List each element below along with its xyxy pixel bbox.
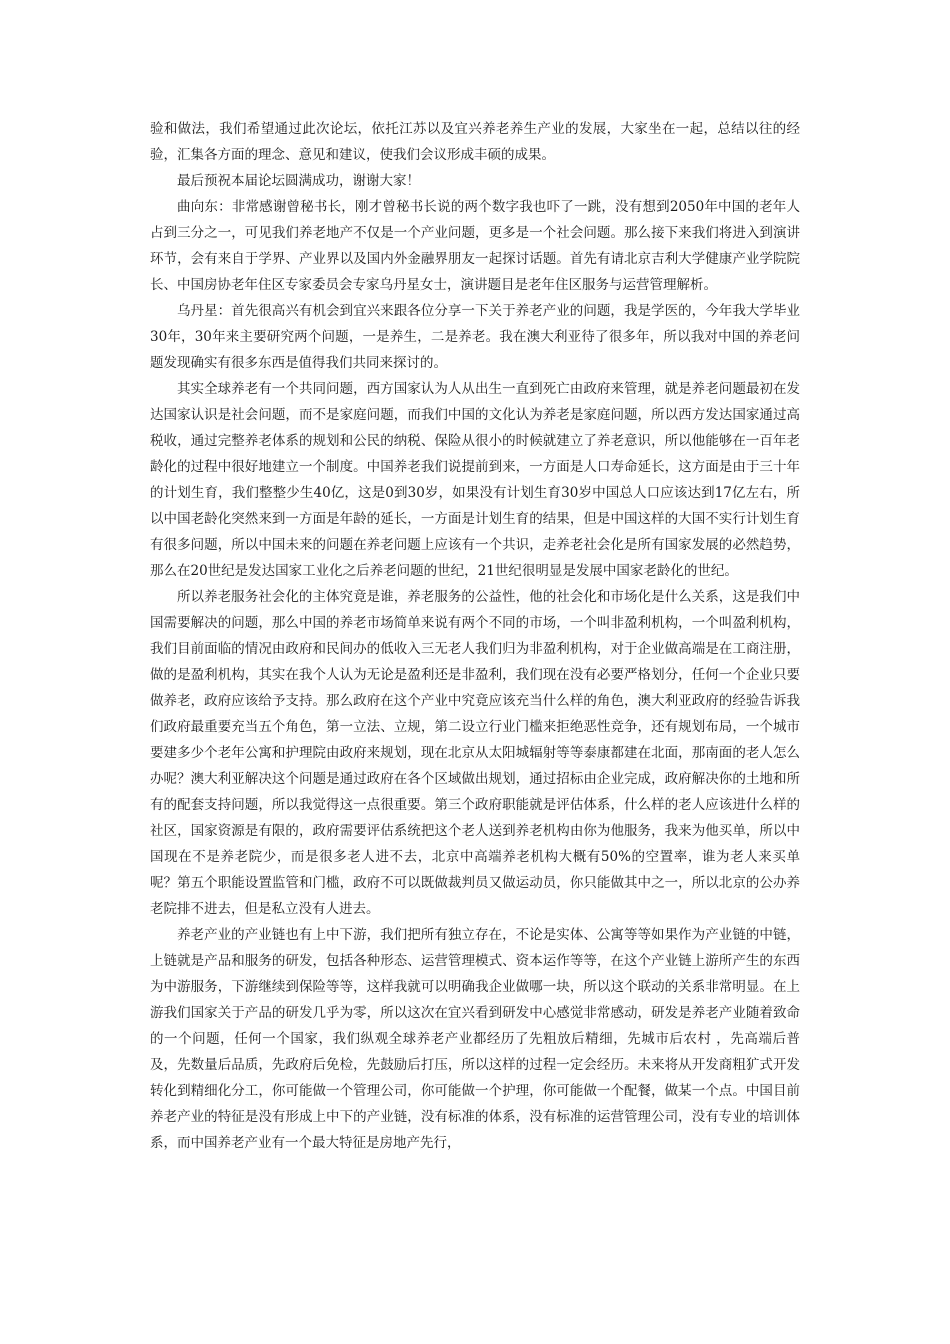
paragraph-closing-wish: 最后预祝本届论坛圆满成功，谢谢大家！ xyxy=(177,173,420,189)
paragraph-continuation: 验和做法，我们希望通过此次论坛，依托江苏以及宜兴养老养生产业的发展，大家坐在一起，总结以往的经验，汇集各方面的理念、意见和建议，使我们会议形成丰硕的成果。 xyxy=(150,121,800,163)
paragraph-industry-chain: 养老产业的产业链也有上中下游，我们把所有独立存在，不论是实体、公寓等等如果作为产业链的中链，上链就是产品和服务的研发，包括各种形态、运营管理模式、资本运作等等，在这个产业链上游所产生的东西为中游服务，下游继续到保险等等，这样我就可以明确我企业做哪一块，所以这个联动的关系非常明显。在上游我们国家关于产品的研发几乎为零，所以这次在宜兴看到研发中心感觉非常感动，研发是养老产业随着致命的一个问题，任何一个国家，我们纵观全球养老产业都经历了先粗放后精细，先城市后农村 ，先高端后普及，先数量后品质，先政府后免检，先鼓励后打压，所以这样的过程一定会经历。未来将从开发商粗犷式开发转化到精细化分工，你可能做一个管理公司，你可能做一个护理，你可能做一个配餐，做某一个点。中国目前养老产业的特征是没有形成上中下的产业链，没有标准的体系，没有标准的运营管理公司，没有专业的培训体系，而中国养老产业有一个最大特征是房地产先行， xyxy=(150,927,800,1151)
paragraph-wu-danxing-intro: 乌丹星：首先很高兴有机会到宜兴来跟各位分享一下关于养老产业的问题，我是学医的，今年我大学毕业30年，30年来主要研究两个问题，一是养生，二是养老。我在澳大利亚待了很多年，所以我对中国的养老问题发现确实有很多东西是值得我们共同来探讨的。 xyxy=(150,303,800,371)
paragraph-qu-xiangdong: 曲向东：非常感谢曾秘书长，刚才曾秘书长说的两个数字我也吓了一跳，没有想到2050年中国的老年人占到三分之一，可见我们养老地产不仅是一个产业问题，更多是一个社会问题。那么接下来我们将进入到演讲环节，会有来自于学界、产业界以及国内外金融界朋友一起探讨话题。首先有请北京吉利大学健康产业学院院长、中国房协老年住区专家委员会专家乌丹星女士，演讲题目是老年住区服务与运营管理解析。 xyxy=(150,199,800,293)
document-body xyxy=(150,116,800,1156)
paragraph-global-elderly-care: 其实全球养老有一个共同问题，西方国家认为人从出生一直到死亡由政府来管理，就是养老问题最初在发达国家认识是社会问题，而不是家庭问题，而我们中国的文化认为养老是家庭问题，所以西方发达国家通过高税收，通过完整养老体系的规划和公民的纳税、保险从很小的时候就建立了养老意识，所以他能够在一百年老龄化的过程中很好地建立一个制度。中国养老我们说提前到来，一方面是人口寿命延长，这方面是由于三十年的计划生育，我们整整少生40亿，这是0到30岁，如果没有计划生育30岁中国总人口应该达到17亿左右，所以中国老龄化突然来到一方面是年龄的延长，一方面是计划生育的结果，但是中国这样的大国不实行计划生育有很多问题，所以中国未来的问题在养老问题上应该有一个共识，走养老社会化是所有国家发展的必然趋势，那么在20世纪是发达国家工业化之后养老问题的世纪，21世纪很明显是发展中国家老龄化的世纪。 xyxy=(150,381,800,579)
paragraph-service-socialization: 所以养老服务社会化的主体究竟是谁，养老服务的公益性，他的社会化和市场化是什么关系，这是我们中国需要解决的问题，那么中国的养老市场简单来说有两个不同的市场，一个叫非盈利机构，一个叫盈利机构，我们目前面临的情况由政府和民间办的低收入三无老人我们归为非盈利机构，对于企业做高端是在工商注册，做的是盈利机构，其实在我个人认为无论是盈利还是非盈利，我们现在没有必要严格划分，任何一个企业只要做养老，政府应该给予支持。那么政府在这个产业中究竟应该充当什么样的角色，澳大利亚政府的经验告诉我们政府最重要充当五个角色，第一立法、立规，第二设立行业门槛来拒绝恶性竞争，还有规划布局，一个城市要建多少个老年公寓和护理院由政府来规划，现在北京从太阳城辐射等等泰康都建在北面，那南面的老人怎么办呢？澳大利亚解决这个问题是通过政府在各个区域做出规划，通过招标由企业完成，政府解决你的土地和所有的配套支持问题，所以我觉得这一点很重要。第三个政府职能就是评估体系，什么样的老人应该进什么样的社区，国家资源是有限的，政府需要评估系统把这个老人送到养老机构由你为他服务，我来为他买单，所以中国现在不是养老院少，而是很多老人进不去，北京中高端养老机构大概有50%的空置率，谁为老人来买单呢？第五个职能设置监管和门槛，政府不可以既做裁判员又做运动员，你只能做其中之一，所以北京的公办养老院排不进去，但是私立没有人进去。 xyxy=(150,589,800,917)
